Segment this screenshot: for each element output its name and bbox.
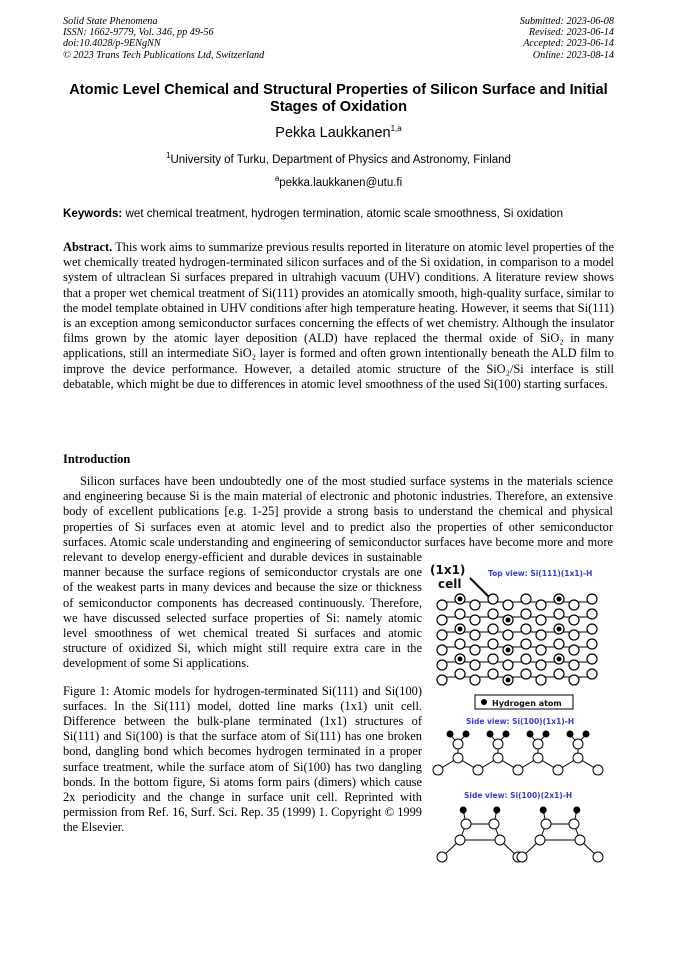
hydrogen-atom (460, 807, 467, 814)
si-atom (488, 594, 498, 604)
si-atom (553, 765, 563, 775)
si-atom (533, 739, 543, 749)
si-atom (536, 675, 546, 685)
affil-sup: 1 (166, 151, 171, 160)
paper-title: Atomic Level Chemical and Structural Properties of Silicon Surface and Initial Stages of Oxidation (69, 82, 608, 115)
hydrogen-atom (567, 731, 574, 738)
keywords (63, 207, 623, 220)
hydrogen-atom (557, 657, 562, 662)
si-atom (587, 609, 597, 619)
abstract-text: This work aims to summarize previous results reported in literature on atomic level properties of the wet chemically treated hydrogen-terminated silicon surfaces and of the Si oxidation, in comparison to a model system of ultraclean Si surfaces prepared in ultrahigh vacuum (UHV) conditions. A literature review shows that a proper wet chemical treatment of Si(111) provides an atomically smooth, high-quality surface, similar to the model template obtained in UHV conditions after high temperature heating. However, it seems that Si(111) is an exception among semiconductor surfaces concerning the effects of wet chemistry. Although the insulator films grown by the atomic layer deposition (ALD) have replaced the thermal oxide of SiO₂ in many applications, still an intermediate SiO₂ layer is formed and often grown intentionally beneath the ALD film to improve the device performance. However, a detailed atomic structure of the SiO₂/Si interface is still debatable, which might be due to differences in atomic level smoothness of the used Si(100) starting surfaces. (63, 240, 614, 391)
si-atom (437, 615, 447, 625)
si-atom (521, 639, 531, 649)
hydrogen-atom (458, 597, 463, 602)
si-atom (569, 819, 579, 829)
si-atom (536, 600, 546, 610)
si-atom (536, 645, 546, 655)
si-atom (455, 835, 465, 845)
si-atom (587, 654, 597, 664)
issn: ISSN: 1662-9779, Vol. 346, pp 49-56 (63, 27, 214, 39)
hydrogen-atom (503, 731, 510, 738)
copyright: © 2023 Trans Tech Publications Ltd, Switzerland (63, 49, 265, 61)
dates (520, 16, 614, 61)
keywords-text: wet chemical treatment, hydrogen termination, atomic scale smoothness, Si oxidation (122, 207, 564, 220)
revised-date: Revised: 2023-06-14 (528, 27, 614, 39)
email-sup: a (274, 174, 280, 183)
si-atom (488, 669, 498, 679)
si-atom (503, 660, 513, 670)
online-date: Online: 2023-08-14 (532, 49, 614, 61)
si-atom (535, 835, 545, 845)
si-atom (470, 675, 480, 685)
si-atom (488, 624, 498, 634)
hydrogen-atom (493, 807, 500, 814)
si-atom (437, 630, 447, 640)
si-atom (470, 615, 480, 625)
hydrogen-atom (557, 597, 562, 602)
hydrogen-atom (583, 731, 590, 738)
si-atom (573, 753, 583, 763)
si-atom (461, 819, 471, 829)
si-atom (587, 669, 597, 679)
affil-text: University of Turku, Department of Physics and Astronomy, Finland (170, 153, 511, 166)
hydrogen-atom (506, 678, 511, 683)
email (63, 174, 614, 189)
si-atom (455, 639, 465, 649)
journal-info (63, 16, 264, 61)
si-atom (493, 753, 503, 763)
si-atom (554, 669, 564, 679)
si-atom (554, 639, 564, 649)
hydrogen-atom-icon (481, 699, 487, 705)
cell-label: cell (438, 577, 462, 591)
si-atom (437, 645, 447, 655)
hydrogen-atom (527, 731, 534, 738)
si-atom (536, 630, 546, 640)
hydrogen-atom (506, 648, 511, 653)
abstract (63, 240, 614, 392)
si-atom (541, 819, 551, 829)
hydrogen-atom (506, 618, 511, 623)
hydrogen-atom (463, 731, 470, 738)
side-view-1-label: Side view: Si(100)(1x1)-H (466, 717, 575, 726)
si-atom (453, 753, 463, 763)
si-atom (536, 660, 546, 670)
si-atom (521, 669, 531, 679)
top-view-label: Top view: Si(111)(1x1)-H (488, 569, 593, 578)
si-atom (536, 615, 546, 625)
si-atom (521, 654, 531, 664)
hydrogen-atom (557, 627, 562, 632)
author (63, 124, 614, 141)
si-atom (455, 609, 465, 619)
si-atom (488, 654, 498, 664)
si-atom (569, 660, 579, 670)
figure-caption: Figure 1: Atomic models for hydrogen-terminated Si(111) and Si(100) surfaces. In the Si(111) model, dotted line marks (1x1) unit cell. Difference between the bulk-plane terminated (1x1) structures of Si(111) and Si(100) is that the surface atom of Si(111) has one broken bond, dangling bond which becomes hydrogen terminated in a proper surface treatment, while the surface atom of Si(100) has two dangling bonds. In the bottom figure, Si atoms form pairs (dimers) which cause 2x periodicity and the change in surface unit cell. Reprinted with permission from Ref. 16, Surf. Sci. Rep. 35 (1999) 1. Copyright © 1999 the Elsevier. (63, 683, 422, 835)
si-atom (569, 675, 579, 685)
author-sup: 1,a (390, 124, 402, 133)
hydrogen-atom (573, 807, 580, 814)
si-atom (455, 669, 465, 679)
si-atom (587, 639, 597, 649)
intro-paragraph: Silicon surfaces have been undoubtedly one of the most studied surface systems in the materials science and engineering because Si is the main material of electronic and photonic industries. Therefore, an extensive body of excellent publications [e.g. 1-25] provide a strong basis to understand the chemical and physical properties of Si surfaces even at atomic level and to predict also the properties of other semiconductor surfaces. Atomic scale understanding and engineering of semiconductor surfaces have become more and more relevant to develop energy-efficient and durable devices in sustainable manner because the surface regions of semiconductor crystals are one of the weakest parts in many devices and because the size or thickness of semiconductor components has decreased continuously. Therefore, we have discussed selected surface properties of Si: namely atomic level smoothness of wet chemical treated Si surfaces and atomic structure of oxidized Si, which might still require extra care in the development of some Si applications. (63, 474, 613, 671)
si-atom (473, 765, 483, 775)
affiliation (63, 151, 614, 166)
introduction (63, 474, 614, 867)
si-atom (503, 630, 513, 640)
si-atom (517, 852, 527, 862)
si-atom (554, 609, 564, 619)
si-atom (513, 765, 523, 775)
si-atom (569, 600, 579, 610)
section-heading: Introduction (63, 452, 131, 466)
si-atom (573, 739, 583, 749)
si-atom (470, 630, 480, 640)
si-atom (521, 594, 531, 604)
hydrogen-atom (487, 731, 494, 738)
si-atom (569, 630, 579, 640)
submitted-date: Submitted: 2023-06-08 (519, 16, 614, 27)
side-view-2-label: Side view: Si(100)(2x1)-H (464, 791, 573, 800)
si-atom (593, 852, 603, 862)
si-atom (593, 765, 603, 775)
si-atom (433, 765, 443, 775)
si-atom (587, 624, 597, 634)
arrow-icon (470, 578, 490, 598)
keywords-label: Keywords: (63, 207, 123, 220)
hydrogen-atom (458, 627, 463, 632)
si-atom (437, 852, 447, 862)
si-atom (470, 600, 480, 610)
author-name: Pekka Laukkanen (275, 124, 391, 141)
cell-label: (1x1) (430, 563, 466, 577)
hydrogen-atom (540, 807, 547, 814)
si-atom (453, 739, 463, 749)
si-atom (575, 835, 585, 845)
si-atom (493, 739, 503, 749)
si-atom (569, 645, 579, 655)
si-atom (489, 819, 499, 829)
si-atom (470, 660, 480, 670)
journal-name: Solid State Phenomena (63, 16, 158, 27)
si-atom (569, 615, 579, 625)
abstract-label: Abstract. (63, 240, 113, 254)
si-atom (488, 639, 498, 649)
si-atom (488, 609, 498, 619)
si-atom (470, 645, 480, 655)
accepted-date: Accepted: 2023-06-14 (523, 38, 614, 50)
hydrogen-atom (543, 731, 550, 738)
hydrogen-atom (458, 657, 463, 662)
si-atom (521, 624, 531, 634)
si-atom (587, 594, 597, 604)
legend-label: Hydrogen atom (492, 699, 562, 708)
si-atom (495, 835, 505, 845)
si-atom (437, 600, 447, 610)
hydrogen-atom (447, 731, 454, 738)
si-atom (503, 600, 513, 610)
si-atom (533, 753, 543, 763)
email-text[interactable]: pekka.laukkanen@utu.fi (279, 176, 403, 189)
atomic-model-figure (430, 562, 618, 867)
doi: doi:10.4028/p-9ENgNN (63, 38, 161, 50)
si-atom (437, 675, 447, 685)
si-atom (437, 660, 447, 670)
si-atom (521, 609, 531, 619)
figure-1 (430, 562, 618, 867)
